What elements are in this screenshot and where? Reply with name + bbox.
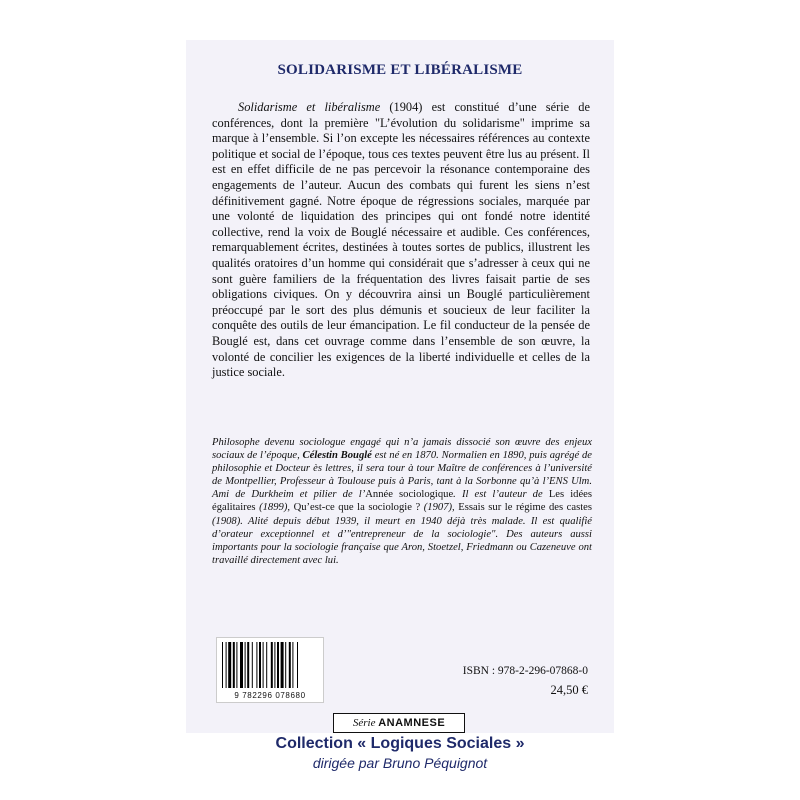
series-name: ANAMNESE [378,717,446,729]
back-cover [186,40,614,760]
bio-text-2: est né en 1870. Normalien en 1890, puis agrégé de philosophie et Docteur ès lettres, il sera tour à tour Maître de conférences à l’université de Montpellier, Professeur à Toulouse puis à Paris, tant à la Sorbonne qu’à l’ENS Ulm. Ami de Durkheim et pilier de l’ [212,450,592,501]
bio-text-1: Philosophe devenu sociologue engagé qui n’a jamais dissocié son œuvre des enjeux sociaux de l’époque, [212,437,592,462]
collection-director: dirigée par Bruno Péquignot [312,755,488,771]
bio-text-7: (1908). Alité depuis début 1939, il meurt en 1940 déjà très malade. Il est qualifié d’orateur exceptionnel et d’"entrepreneur de la sociologie". Des auteurs aussi importants pour la sociologie française que Aron, Stoetzel, Friedmann ou Cazeneuve ont travaillé directement avec lui. [212,515,592,566]
bio-work-2: Qu’est-ce que la sociologie ? [293,502,421,514]
collection-title: Collection « Logiques Sociales » [275,735,525,752]
bio-text-3: Année sociologique [365,489,454,501]
author-bio [212,436,592,567]
author-name: Célestin Bouglé [302,450,372,462]
barcode-number: 9 782296 078680 [234,691,306,700]
price: 24,50 € [550,683,588,697]
bio-text-5: (1899), [255,502,294,514]
bio-work-1: Les idées égalitaires [212,489,592,514]
summary-paragraph [212,100,590,381]
book-title-heading: SOLIDARISME ET LIBÉRALISME [277,62,523,78]
bio-work-3: Essais sur le régime des castes [458,502,592,514]
isbn: ISBN : 978-2-296-07868-0 [462,665,588,677]
bio-text-4: . Il est l’auteur de [453,489,549,501]
series-label [333,713,465,733]
barcode [216,637,324,703]
summary-text: (1904) est constitué d’une série de conférences, dont la première "L’évolution du solidarisme" imprime sa marque à l’ensemble. Si l’on excepte les nécessaires références au contexte politique et social de l’époque, tous ces textes peuvent être lus au présent. Il est en effet difficile de ne pas percevoir la résonance contemporaine des engagements de l’auteur. Aucun des combats qui furent les siens n’est définitivement gagné. Notre époque de régressions sociales, marquée par une volonté de liquidation des principes qui ont fondé notre identité collective, rend la voix de Bouglé nécessaire et audible. Ces conférences, remarquablement écrites, destinées à toutes sortes de publics, illustrent les qualités oratoires d’un homme qui considérait que s’adresser à ceux qui ne sont guère familiers de la fréquentation des livres faisait partie de ses obligations civiques. On y découvrira ainsi un Bouglé particulièrement préoccupé par le sort des plus démunis et soucieux de leur faciliter la conquête des outils de leur émancipation. Le fil conducteur de la pensée de Bouglé est, dans cet ouvrage comme dans l’ensemble de son œuvre, la volonté de concilier les exigences de la liberté individuelle et celles de la justice sociale. [212,100,590,380]
summary-book-title: Solidarisme et libéralisme [238,100,381,114]
bio-text-6: (1907), [420,502,459,514]
barcode-bars [222,642,318,688]
series-prefix: Série [352,717,379,729]
